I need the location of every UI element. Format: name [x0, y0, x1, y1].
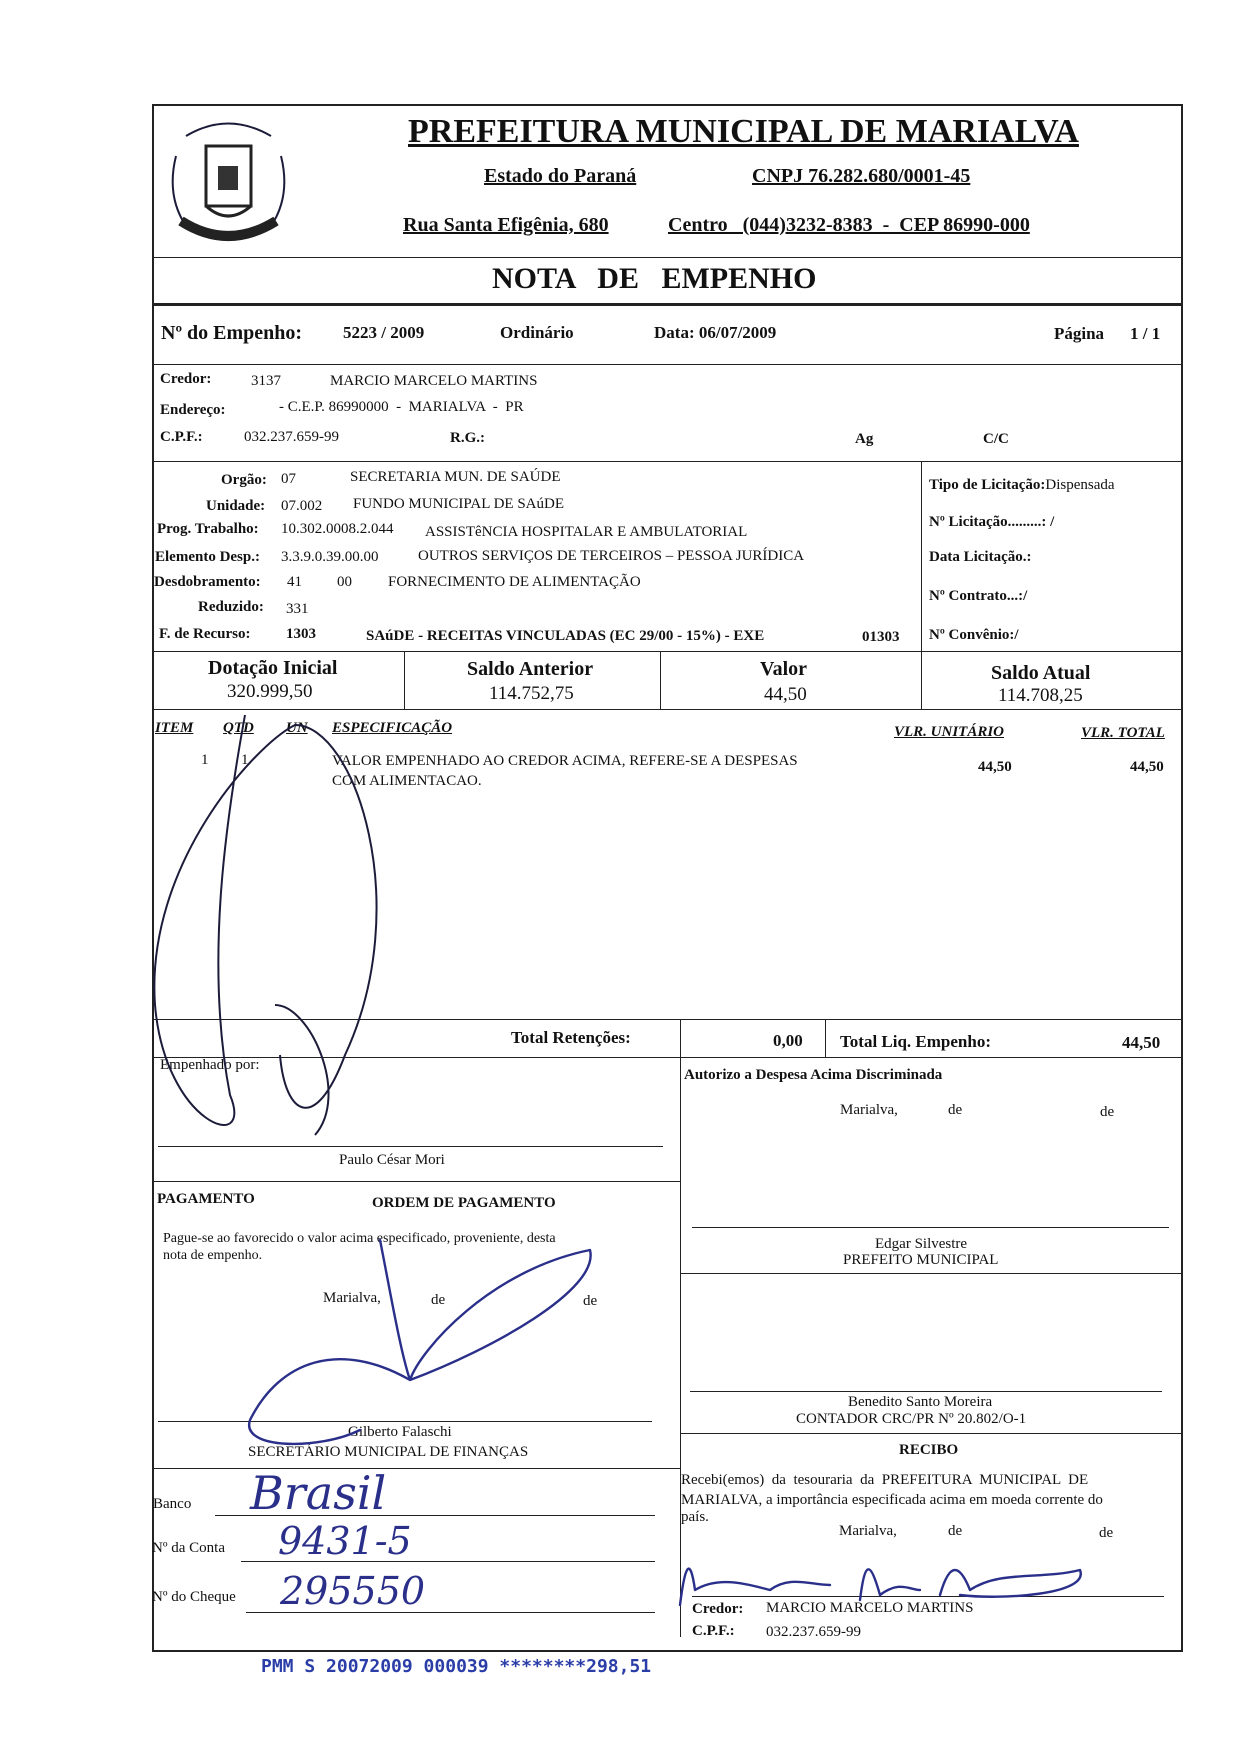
desdobramento-code-1: 41	[287, 574, 302, 590]
tipo-licitacao-label	[929, 478, 1115, 493]
pagamento-text-line-1: Pague-se ao favorecido o valor acima especificado, proveniente, desta	[163, 1231, 556, 1246]
ordem-pagamento-label: ORDEM DE PAGAMENTO	[372, 1195, 556, 1211]
saldo-anterior-value: 114.752,75	[489, 683, 574, 704]
banco-label: Banco	[153, 1496, 192, 1512]
recibo-cpf-label: C.P.F.:	[692, 1623, 735, 1639]
unidade-label: Unidade:	[206, 498, 266, 514]
desdobramento-name: FORNECIMENTO DE ALIMENTAÇÃO	[388, 574, 641, 590]
elemento-label: Elemento Desp.:	[155, 549, 260, 565]
empenho-number: 5223 / 2009	[343, 323, 425, 342]
dotacao-inicial-label: Dotação Inicial	[208, 657, 338, 679]
cpf-label: C.P.F.:	[160, 429, 203, 445]
elemento-name: OUTROS SERVIÇOS DE TERCEIROS – PESSOA JURÍDICA	[418, 548, 805, 564]
item-quantity: 1	[241, 752, 249, 768]
orgao-name: SECRETARIA MUN. DE SAÚDE	[350, 469, 561, 485]
tipo-licitacao-label-text: Tipo de Licitação:	[929, 477, 1046, 493]
item-description-line-1: VALOR EMPENHADO AO CREDOR ACIMA, REFERE-SE A DESPESAS	[332, 753, 798, 769]
elemento-code: 3.3.9.0.39.00.00	[281, 549, 379, 565]
page-number: 1 / 1	[1130, 324, 1161, 343]
data-licitacao: Data Licitação.:	[929, 549, 1032, 565]
autorizo-de-2: de	[1100, 1104, 1115, 1120]
column-header-especificacao: ESPECIFICAÇÃO	[332, 720, 453, 736]
municipal-coat-of-arms	[156, 106, 301, 256]
endereco-label: Endereço:	[160, 402, 226, 418]
prefeito-role: PREFEITO MUNICIPAL	[843, 1252, 999, 1268]
item-description-line-2: COM ALIMENTACAO.	[332, 773, 482, 789]
document-type-title: NOTA DE EMPENHO	[492, 262, 817, 295]
orgao-label: Orgão:	[221, 472, 267, 488]
rg-label: R.G.:	[450, 430, 485, 446]
page-title: PREFEITURA MUNICIPAL DE MARIALVA	[408, 113, 1079, 150]
item-total-value: 44,50	[1130, 759, 1164, 775]
desdobramento-label: Desdobramento:	[154, 574, 261, 590]
address-label: Rua Santa Efigênia, 680	[403, 214, 609, 236]
tipo-licitacao-value: Dispensada	[1045, 477, 1115, 493]
conta-value: 9431-5	[278, 1519, 412, 1563]
numero-licitacao: Nº Licitação.........: /	[929, 514, 1055, 530]
autorizo-label: Autorizo a Despesa Acima Discriminada	[684, 1067, 943, 1083]
conta-label: Nº da Conta	[152, 1540, 225, 1556]
recibo-label: RECIBO	[899, 1442, 959, 1458]
bank-stamp: PMM S 20072009 000039 ********298,51	[261, 1656, 652, 1677]
agency-label: Ag	[855, 431, 874, 447]
total-liquido-value: 44,50	[1122, 1033, 1161, 1052]
column-header-unit-value: VLR. UNITÁRIO	[894, 724, 1005, 740]
pagamento-de-1: de	[431, 1292, 446, 1308]
endereco-value: - C.E.P. 86990000 - MARIALVA - PR	[279, 399, 524, 415]
prog-trabalho-label: Prog. Trabalho:	[157, 521, 259, 537]
item-number: 1	[201, 752, 209, 768]
pagamento-label: PAGAMENTO	[157, 1191, 255, 1207]
recurso-code-2: 01303	[862, 629, 900, 645]
column-header-un: UN	[286, 720, 308, 736]
empenho-date: Data: 06/07/2009	[654, 323, 777, 342]
prog-trabalho-code: 10.302.0008.2.044	[281, 521, 394, 537]
item-unit-value: 44,50	[978, 759, 1012, 775]
unidade-code: 07.002	[281, 498, 323, 514]
autorizo-city: Marialva,	[840, 1102, 898, 1118]
column-header-item: ITEM	[155, 720, 194, 736]
column-header-qtd: QTD	[223, 720, 254, 736]
cheque-value: 295550	[280, 1569, 426, 1613]
empenho-type: Ordinário	[500, 323, 574, 342]
cheque-label: Nº do Cheque	[152, 1589, 236, 1605]
reduzido-label: Reduzido:	[198, 599, 264, 615]
total-liquido-label: Total Liq. Empenho:	[840, 1032, 991, 1051]
valor-value: 44,50	[764, 684, 807, 705]
secretario-role: SECRETÁRIO MUNICIPAL DE FINANÇAS	[248, 1444, 529, 1460]
unidade-name: FUNDO MUNICIPAL DE SAúDE	[353, 496, 564, 512]
recibo-text-line-1: Recebi(emos) da tesouraria da PREFEITURA MUNICIPAL DE	[681, 1472, 1089, 1488]
credor-code: 3137	[251, 373, 281, 389]
dotacao-inicial-value: 320.999,50	[227, 681, 313, 702]
recurso-label: F. de Recurso:	[159, 626, 251, 642]
total-retencoes-value: 0,00	[773, 1031, 803, 1050]
address-cep-label: Centro (044)3232-8383 - CEP 86990-000	[668, 214, 1030, 236]
numero-contrato: Nº Contrato...:/	[929, 588, 1028, 604]
total-retencoes-label: Total Retenções:	[511, 1028, 631, 1047]
contador-role: CONTADOR CRC/PR Nº 20.802/O-1	[796, 1411, 1027, 1427]
credor-name: MARCIO MARCELO MARTINS	[330, 373, 538, 389]
recibo-cpf-value: 032.237.659-99	[766, 1624, 861, 1640]
empenhado-por-label: Empenhado por:	[160, 1057, 260, 1073]
reduzido-code: 331	[286, 601, 309, 617]
saldo-atual-label: Saldo Atual	[991, 662, 1091, 684]
recibo-de-2: de	[1099, 1525, 1114, 1541]
contador-name: Benedito Santo Moreira	[848, 1394, 993, 1410]
empenho-number-label: Nº do Empenho:	[161, 322, 303, 344]
pagamento-city: Marialva,	[323, 1290, 381, 1306]
recurso-code: 1303	[286, 626, 316, 642]
autorizo-de-1: de	[948, 1102, 963, 1118]
account-label: C/C	[983, 431, 1009, 447]
numero-convenio: Nº Convênio:/	[929, 627, 1019, 643]
valor-label: Valor	[760, 658, 808, 680]
cnpj-label: CNPJ 76.282.680/0001-45	[752, 165, 971, 187]
orgao-code: 07	[281, 471, 296, 487]
pagamento-de-2: de	[583, 1293, 598, 1309]
saldo-anterior-label: Saldo Anterior	[467, 658, 594, 680]
credor-label: Credor:	[160, 371, 212, 387]
prog-trabalho-name: ASSISTêNCIA HOSPITALAR E AMBULATORIAL	[425, 524, 748, 540]
saldo-atual-value: 114.708,25	[998, 685, 1083, 706]
recibo-credor-name: MARCIO MARCELO MARTINS	[766, 1600, 974, 1616]
recibo-credor-label: Credor:	[692, 1601, 744, 1617]
banco-value: Brasil	[250, 1466, 387, 1520]
recibo-text-line-2: MARIALVA, a importância especificada acima em moeda corrente do	[681, 1492, 1103, 1508]
desdobramento-code-2: 00	[337, 574, 352, 590]
column-header-total-value: VLR. TOTAL	[1081, 725, 1165, 741]
state-label: Estado do Paraná	[484, 165, 637, 187]
recurso-name: SAúDE - RECEITAS VINCULADAS (EC 29/00 - 15%) - EXE	[366, 628, 765, 644]
recibo-city: Marialva,	[839, 1523, 897, 1539]
prefeito-name: Edgar Silvestre	[875, 1236, 968, 1252]
empenhado-por-name: Paulo César Mori	[339, 1152, 445, 1168]
pagamento-text-line-2: nota de empenho.	[163, 1248, 263, 1263]
secretario-name: Gilberto Falaschi	[348, 1424, 452, 1440]
page-number-label: Página	[1054, 324, 1105, 343]
cpf-value: 032.237.659-99	[244, 429, 339, 445]
recibo-de-1: de	[948, 1523, 963, 1539]
recibo-text-line-3: país.	[681, 1509, 709, 1525]
